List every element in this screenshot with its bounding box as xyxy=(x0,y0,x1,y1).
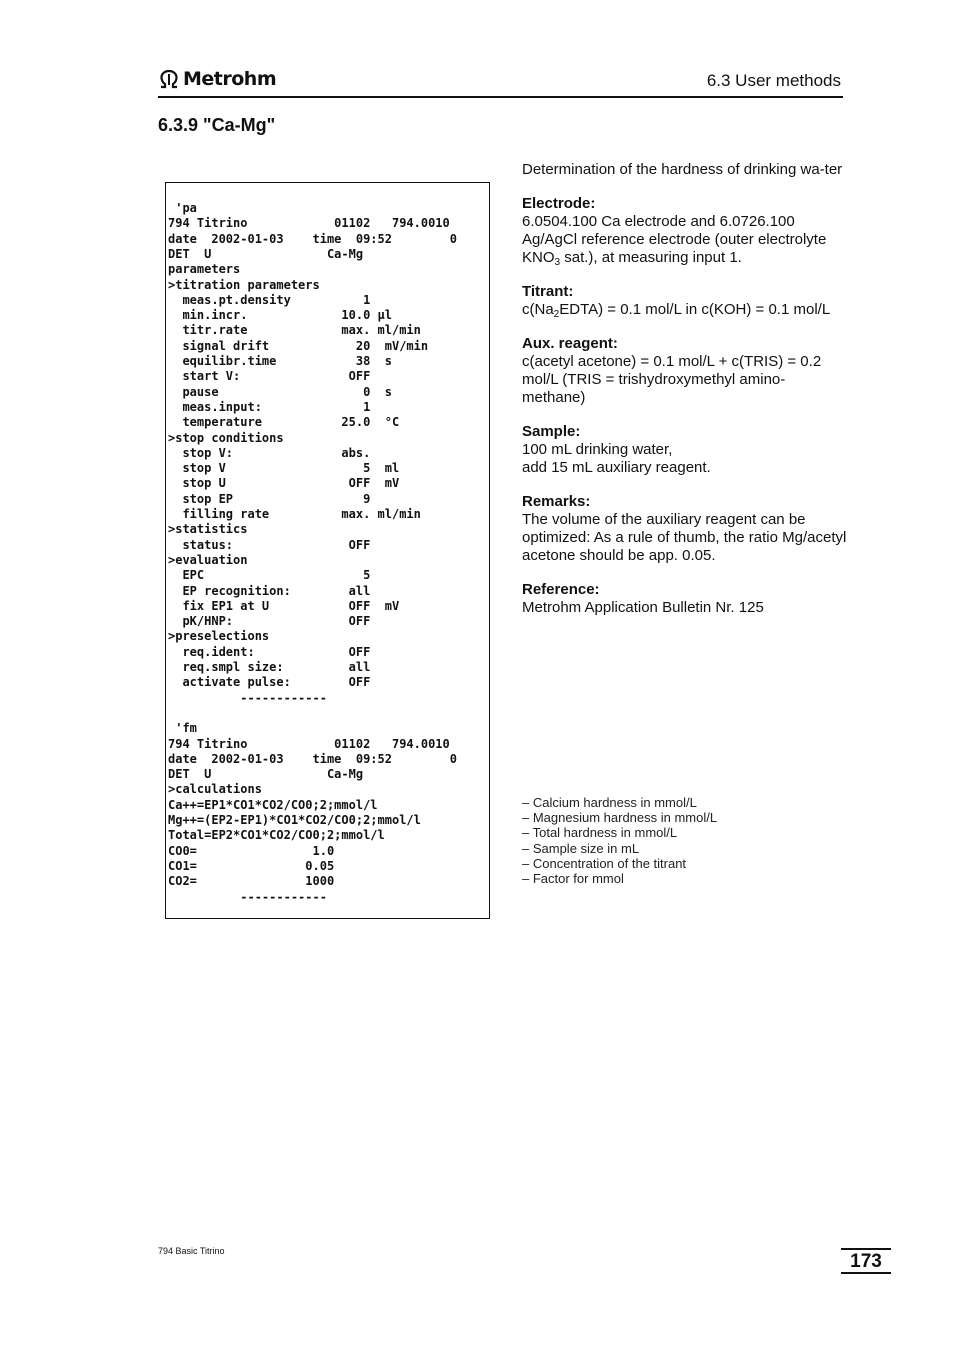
note-line: – Sample size in mL xyxy=(522,840,640,856)
titrant-text xyxy=(522,301,847,319)
printout-line: titr.rate max. ml/min xyxy=(168,323,421,338)
printout-line: 794 Titrino 01102 794.0010 xyxy=(168,736,450,751)
titrant-subscript: 2 xyxy=(553,309,560,320)
titrant-heading: Titrant: xyxy=(522,283,574,300)
note-line: – Total hardness in mmol/L xyxy=(522,825,678,841)
aux-reagent-text: c(acetyl acetone) = 0.1 mol/L + c(TRIS) = 0.2 mol/L (TRIS = trishydroxymethyl amino-methane) xyxy=(522,353,822,406)
printout-line: meas.pt.density 1 xyxy=(168,292,371,307)
electrode-text-part: sat.), at measuring input 1. xyxy=(560,249,742,266)
printout-line: CO1= 0.05 xyxy=(168,858,335,873)
sample-line: 100 mL drinking water, xyxy=(522,441,673,458)
brand xyxy=(158,68,276,90)
printout-line: stop EP 9 xyxy=(168,491,371,506)
printout-line: stop V: abs. xyxy=(168,445,371,460)
printout-line: CO2= 1000 xyxy=(168,874,335,889)
printout-line: equilibr.time 38 s xyxy=(168,354,392,368)
page-number: 173 xyxy=(841,1248,891,1274)
printout-line: status: OFF xyxy=(168,537,371,552)
printout-line: pK/HNP: OFF xyxy=(168,614,371,629)
method-description xyxy=(522,161,847,617)
printout-line: fix EP1 at U OFF mV xyxy=(168,598,400,613)
printout-line: 794 Titrino 01102 794.0010 xyxy=(168,216,450,231)
printout-line: Ca++=EP1*CO1*CO2/CO0;2;mmol/l xyxy=(168,797,378,812)
printout-line: stop V 5 ml xyxy=(168,461,400,476)
printout-line: >evaluation xyxy=(168,552,248,567)
page-header xyxy=(158,64,843,98)
note-line: – Concentration of the titrant xyxy=(522,855,687,871)
printout-line: EP recognition: all xyxy=(168,583,371,598)
section-title: 6.3.9 "Ca-Mg" xyxy=(158,115,276,135)
printout-line: Total=EP2*CO1*CO2/CO0;2;mmol/l xyxy=(168,828,385,843)
note-line: – Magnesium hardness in mmol/L xyxy=(522,810,718,826)
printout-line: req.smpl size: all xyxy=(168,660,371,674)
printout-line: >titration parameters xyxy=(168,277,320,292)
reference-text: Metrohm Application Bulletin Nr. 125 xyxy=(522,599,764,616)
note-line: – Calcium hardness in mmol/L xyxy=(522,795,697,810)
printout-line: activate pulse: OFF xyxy=(168,675,371,690)
printout-line: min.incr. 10.0 µl xyxy=(168,308,392,323)
sample-heading: Sample: xyxy=(522,423,581,440)
intro-text: Determination of the hardness of drinking wa-ter xyxy=(522,161,843,178)
printout-line: >calculations xyxy=(168,782,262,797)
printout-line: ------------ xyxy=(168,889,327,904)
printout-line: 'fm xyxy=(168,721,197,736)
electrode-heading: Electrode: xyxy=(522,195,596,212)
titrant-text-part: c(Na xyxy=(522,301,554,318)
electrode-text-part: 6.0504.100 Ca electrode and 6.0726.100 Ag/AgCl reference electrode (outer electrolyte KNO xyxy=(522,213,827,266)
printout-line: >preselections xyxy=(168,629,270,644)
printout-line: 'pa xyxy=(168,201,197,215)
sample-line: add 15 mL auxiliary reagent. xyxy=(522,459,711,476)
titrant-text-part: EDTA) = 0.1 mol/L in c(KOH) = 0.1 mol/L xyxy=(559,301,831,318)
printout-line: filling rate max. ml/min xyxy=(168,507,421,521)
printout-line: ------------ xyxy=(168,690,327,705)
printout-line: signal drift 20 mV/min xyxy=(168,338,429,353)
remarks-heading: Remarks: xyxy=(522,493,591,510)
electrode-subscript: 3 xyxy=(554,257,561,268)
remarks-text: The volume of the auxiliary reagent can be optimized: As a rule of thumb, the ratio Mg/acetyl acetone should be app. 0.05. xyxy=(522,511,847,564)
printout-line: start V: OFF xyxy=(168,369,371,384)
printout-line: Mg++=(EP2-EP1)*CO1*CO2/CO0;2;mmol/l xyxy=(168,813,421,827)
footer-document-name: 794 Basic Titrino xyxy=(158,1246,225,1256)
printout-line: EPC 5 xyxy=(168,568,371,583)
metrohm-logo-icon xyxy=(158,69,180,89)
aux-reagent-heading: Aux. reagent: xyxy=(522,335,618,352)
printout-line: parameters xyxy=(168,262,241,277)
calculation-notes xyxy=(522,795,717,886)
printout-line: date 2002-01-03 time 09:52 0 xyxy=(168,751,457,766)
brand-name: Metrohm xyxy=(183,68,277,90)
printout-line: meas.input: 1 xyxy=(168,399,371,414)
electrode-text xyxy=(522,213,847,267)
printout-line: req.ident: OFF xyxy=(168,644,371,659)
printout-line: DET U Ca-Mg xyxy=(168,246,364,261)
printout-line: DET U Ca-Mg xyxy=(168,767,364,782)
printout-line: CO0= 1.0 xyxy=(168,843,335,858)
reference-heading: Reference: xyxy=(522,581,600,598)
printout-line: date 2002-01-03 time 09:52 0 xyxy=(168,231,457,246)
printout-line: pause 0 s xyxy=(168,384,392,399)
printout-line: >stop conditions xyxy=(168,430,284,445)
instrument-printout xyxy=(165,182,490,919)
printout-line: >statistics xyxy=(168,522,248,537)
note-line: – Factor for mmol xyxy=(522,871,624,887)
section-reference: 6.3 User methods xyxy=(706,71,841,90)
printout-line: temperature 25.0 °C xyxy=(168,415,400,430)
printout-line: stop U OFF mV xyxy=(168,476,400,491)
